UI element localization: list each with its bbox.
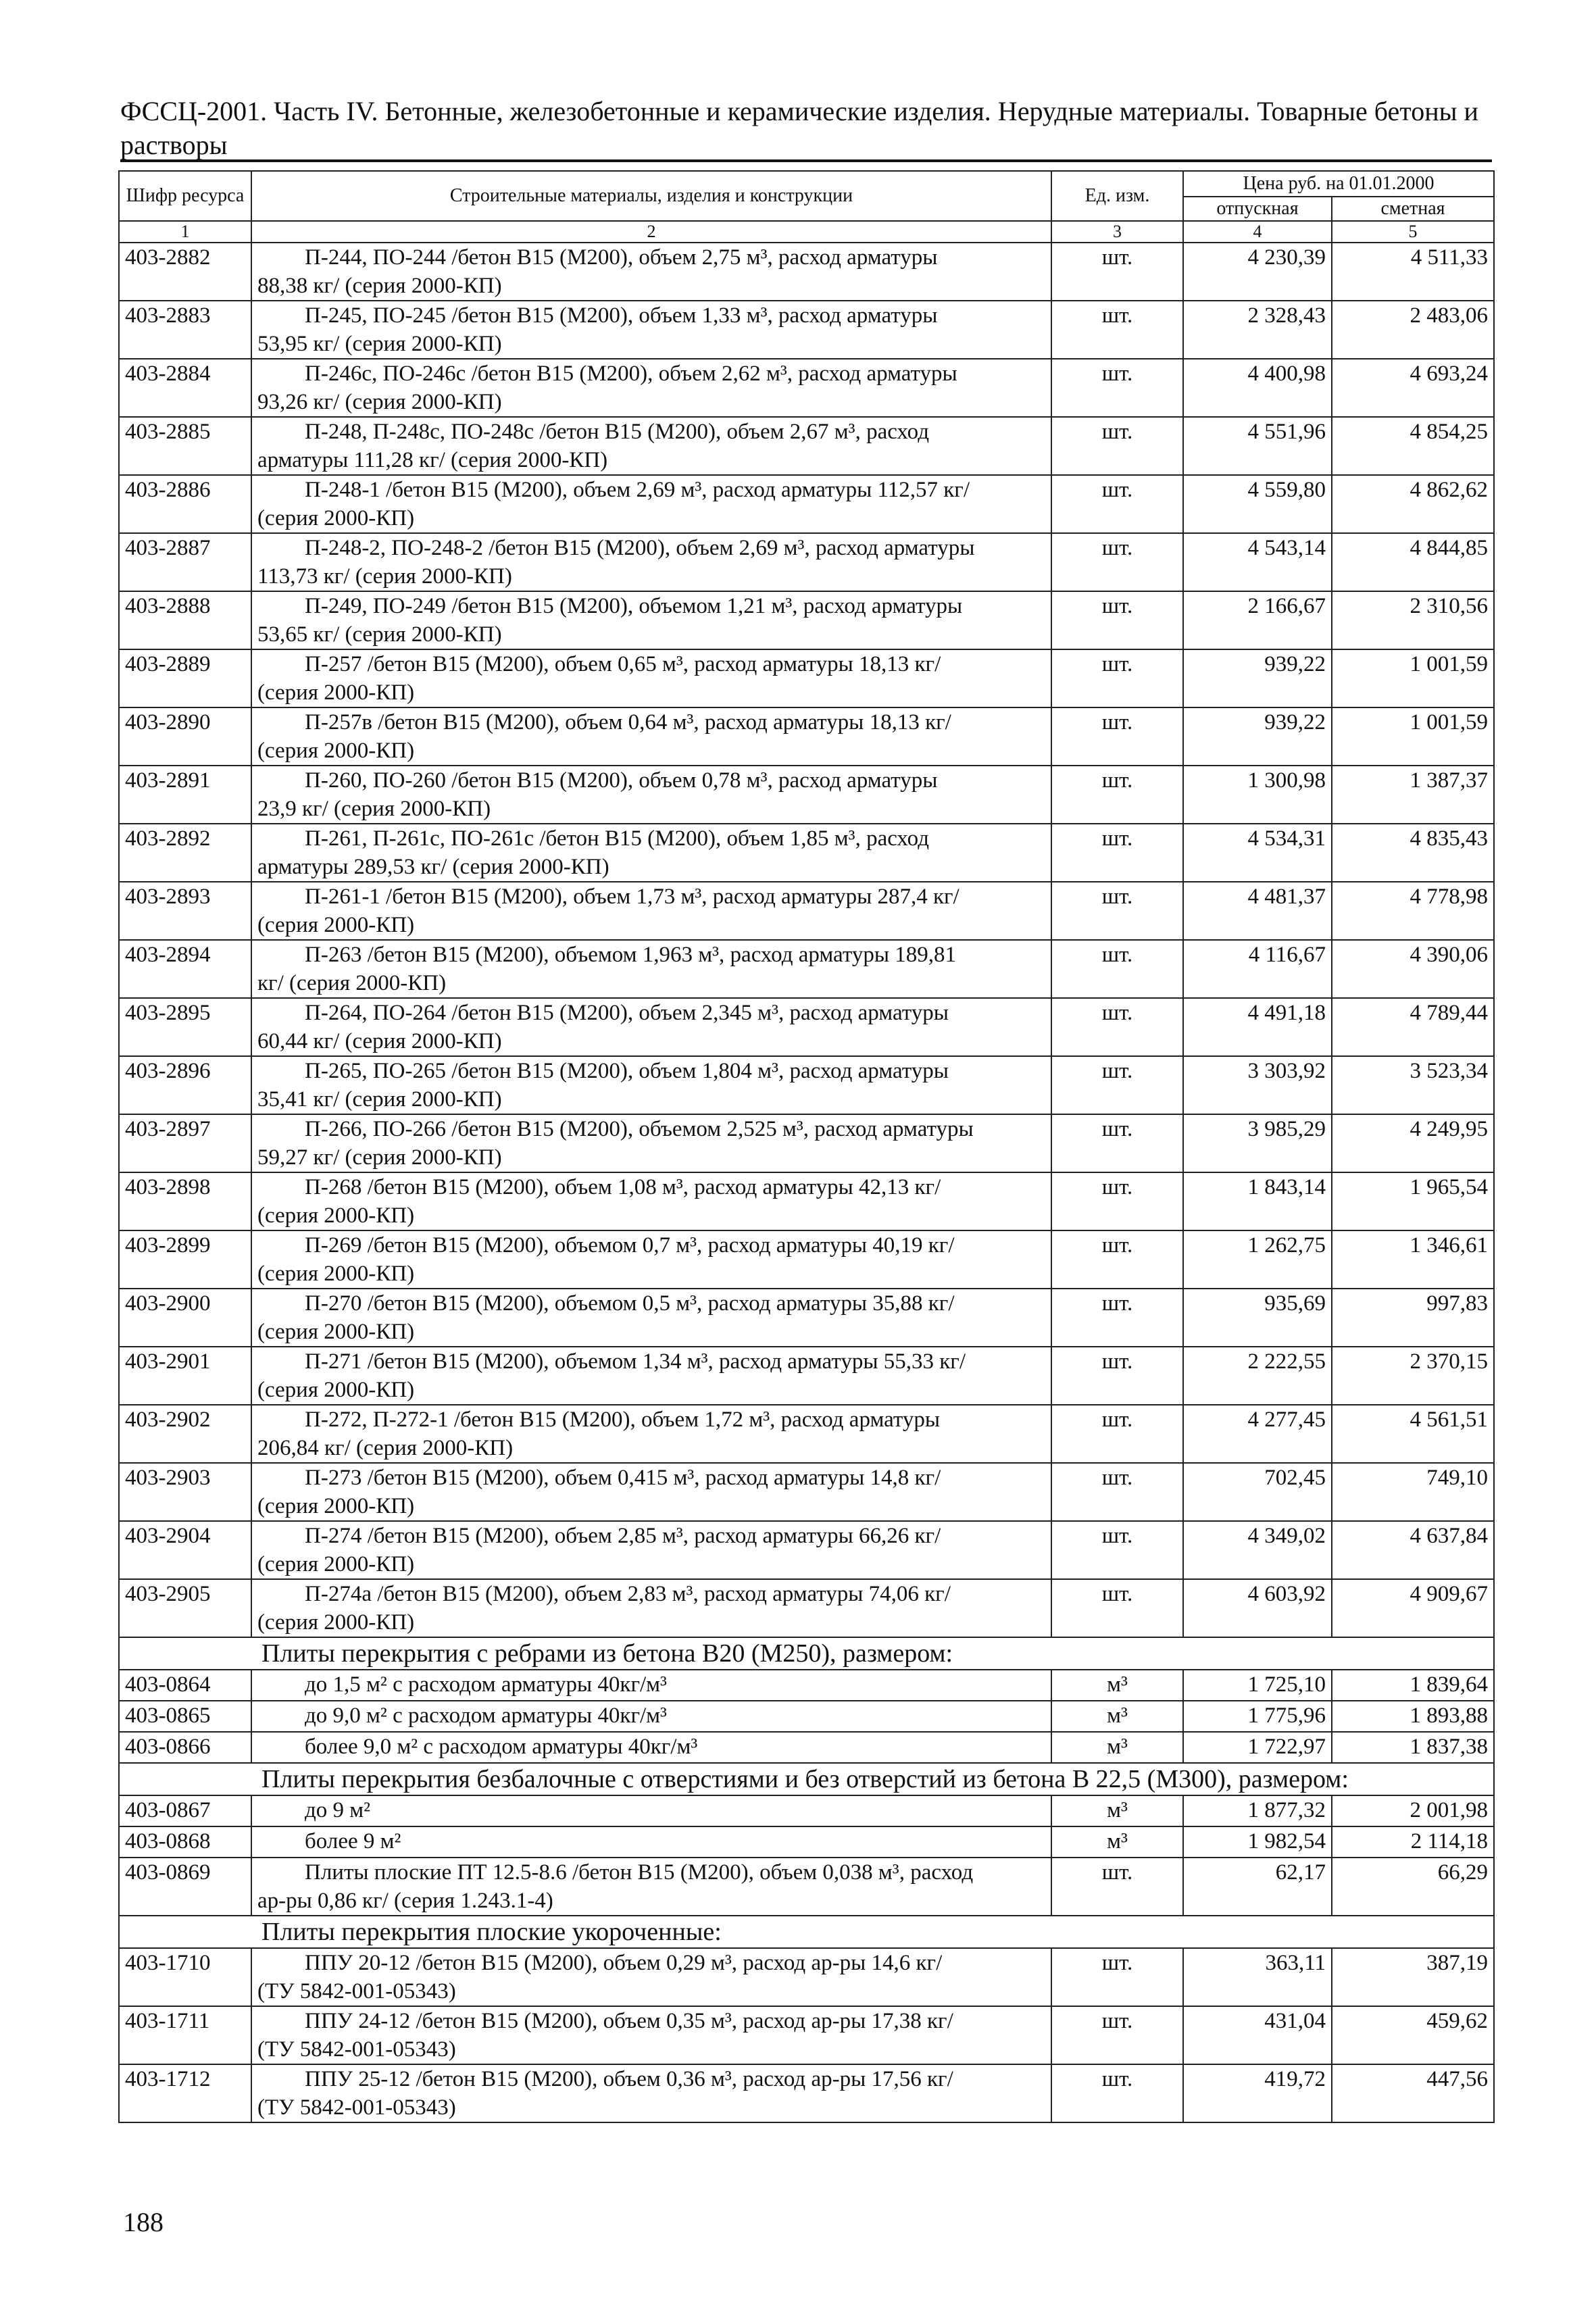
description-line-1: ППУ 25-12 /бетон В15 (М200), объем 0,36 м³, расход ар-ры 17,56 кг/ — [305, 2067, 953, 2091]
description-line-1: П-260, ПО-260 /бетон В15 (М200), объем 0,78 м³, расход арматуры — [305, 768, 938, 793]
table-row — [119, 1521, 1494, 1579]
description-line-1: более 9,0 м² с расходом арматуры 40кг/м³ — [305, 1735, 698, 1759]
description-line-2: (серия 2000-КП) — [257, 1494, 415, 1518]
release-price: 3 985,29 — [1183, 1114, 1332, 1172]
resource-code: 403-2905 — [119, 1579, 251, 1637]
estimate-price: 4 909,67 — [1332, 1579, 1494, 1637]
col-number: 2 — [251, 221, 1051, 243]
estimate-price: 1 837,38 — [1332, 1732, 1494, 1763]
item-description — [251, 1670, 1051, 1701]
description-line-1: П-263 /бетон В15 (М200), объемом 1,963 м³, расход арматуры 189,81 — [305, 943, 957, 967]
table-row — [119, 417, 1494, 475]
description-line-1: Плиты плоские ПТ 12.5-8.6 /бетон В15 (М200), объем 0,038 м³, расход — [305, 1860, 974, 1885]
table-row — [119, 1289, 1494, 1347]
release-price: 1 262,75 — [1183, 1230, 1332, 1289]
release-price: 3 303,92 — [1183, 1056, 1332, 1114]
description-line-1: более 9 м² — [305, 1829, 401, 1853]
unit-of-measure: шт. — [1051, 359, 1183, 417]
description-line-2: 206,84 кг/ (серия 2000-КП) — [257, 1436, 514, 1460]
resource-code: 403-0867 — [119, 1795, 251, 1826]
unit-of-measure: шт. — [1051, 591, 1183, 649]
col-header-code: Шифр ресурса — [119, 171, 251, 221]
description-line-2: (серия 2000-КП) — [257, 506, 415, 530]
table-row — [119, 2064, 1494, 2122]
resource-code: 403-2894 — [119, 940, 251, 998]
description-line-2: (серия 2000-КП) — [257, 1203, 415, 1228]
release-price: 4 534,31 — [1183, 824, 1332, 882]
table-row — [119, 301, 1494, 359]
estimate-price: 2 370,15 — [1332, 1347, 1494, 1405]
resource-code: 403-2901 — [119, 1347, 251, 1405]
release-price: 1 877,32 — [1183, 1795, 1332, 1826]
item-description — [251, 1405, 1051, 1463]
description-line-2: (серия 2000-КП) — [257, 1610, 415, 1635]
unit-of-measure: м³ — [1051, 1670, 1183, 1701]
table-row — [119, 998, 1494, 1056]
description-line-1: П-261-1 /бетон В15 (М200), объем 1,73 м³, расход арматуры 287,4 кг/ — [305, 885, 959, 909]
description-line-1: П-261, П-261с, ПО-261с /бетон В15 (М200), объем 1,85 м³, расход — [305, 826, 930, 851]
description-line-1: П-270 /бетон В15 (М200), объемом 0,5 м³, расход арматуры 35,88 кг/ — [305, 1291, 955, 1316]
resource-code: 403-2886 — [119, 475, 251, 533]
description-line-1: П-246с, ПО-246с /бетон В15 (М200), объем 2,62 м³, расход арматуры — [305, 362, 957, 386]
release-price: 1 300,98 — [1183, 766, 1332, 824]
item-description — [251, 2006, 1051, 2064]
unit-of-measure: шт. — [1051, 243, 1183, 301]
description-line-2: (серия 2000-КП) — [257, 1320, 415, 1344]
resource-code: 403-0865 — [119, 1701, 251, 1732]
resource-code: 403-2888 — [119, 591, 251, 649]
unit-of-measure: м³ — [1051, 1732, 1183, 1763]
table-row — [119, 707, 1494, 766]
resource-code: 403-2890 — [119, 707, 251, 766]
unit-of-measure: шт. — [1051, 824, 1183, 882]
unit-of-measure: шт. — [1051, 1405, 1183, 1463]
release-price: 62,17 — [1183, 1858, 1332, 1916]
release-price: 4 559,80 — [1183, 475, 1332, 533]
estimate-price: 4 789,44 — [1332, 998, 1494, 1056]
col-header-description: Строительные материалы, изделия и конструкции — [251, 171, 1051, 221]
estimate-price: 2 001,98 — [1332, 1795, 1494, 1826]
unit-of-measure: шт. — [1051, 1521, 1183, 1579]
estimate-price: 3 523,34 — [1332, 1056, 1494, 1114]
item-description — [251, 1521, 1051, 1579]
release-price: 363,11 — [1183, 1948, 1332, 2006]
table-row — [119, 1858, 1494, 1916]
unit-of-measure: шт. — [1051, 1347, 1183, 1405]
release-price: 939,22 — [1183, 649, 1332, 707]
release-price: 1 843,14 — [1183, 1172, 1332, 1230]
release-price: 1 725,10 — [1183, 1670, 1332, 1701]
item-description — [251, 1347, 1051, 1405]
release-price: 431,04 — [1183, 2006, 1332, 2064]
description-line-1: П-257в /бетон В15 (М200), объем 0,64 м³, расход арматуры 18,13 кг/ — [305, 710, 951, 735]
table-row — [119, 882, 1494, 940]
section-heading-row — [119, 1916, 1494, 1948]
description-line-2: 53,95 кг/ (серия 2000-КП) — [257, 332, 502, 356]
item-description — [251, 1114, 1051, 1172]
item-description — [251, 766, 1051, 824]
estimate-price: 1 001,59 — [1332, 649, 1494, 707]
estimate-price: 4 844,85 — [1332, 533, 1494, 591]
estimate-price: 1 001,59 — [1332, 707, 1494, 766]
item-description — [251, 417, 1051, 475]
col-header-release-price: отпускная — [1183, 197, 1332, 221]
estimate-price: 4 835,43 — [1332, 824, 1494, 882]
resource-code: 403-2895 — [119, 998, 251, 1056]
unit-of-measure: шт. — [1051, 1056, 1183, 1114]
release-price: 1 722,97 — [1183, 1732, 1332, 1763]
description-line-1: П-257 /бетон В15 (М200), объем 0,65 м³, расход арматуры 18,13 кг/ — [305, 652, 941, 676]
col-number: 3 — [1051, 221, 1183, 243]
item-description — [251, 1826, 1051, 1858]
item-description — [251, 1172, 1051, 1230]
resource-code: 403-2898 — [119, 1172, 251, 1230]
unit-of-measure: шт. — [1051, 998, 1183, 1056]
description-line-2: арматуры 111,28 кг/ (серия 2000-КП) — [257, 448, 608, 472]
estimate-price: 1 893,88 — [1332, 1701, 1494, 1732]
release-price: 1 982,54 — [1183, 1826, 1332, 1858]
description-line-2: 60,44 кг/ (серия 2000-КП) — [257, 1029, 502, 1053]
release-price: 1 775,96 — [1183, 1701, 1332, 1732]
estimate-price: 1 839,64 — [1332, 1670, 1494, 1701]
release-price: 2 222,55 — [1183, 1347, 1332, 1405]
unit-of-measure: шт. — [1051, 1289, 1183, 1347]
description-line-2: (серия 2000-КП) — [257, 680, 415, 705]
section-heading-row — [119, 1763, 1494, 1795]
table-row — [119, 1732, 1494, 1763]
description-line-1: П-248-2, ПО-248-2 /бетон В15 (М200), объем 2,69 м³, расход арматуры — [305, 536, 975, 560]
description-line-1: П-265, ПО-265 /бетон В15 (М200), объем 1,804 м³, расход арматуры — [305, 1059, 949, 1083]
release-price: 4 230,39 — [1183, 243, 1332, 301]
description-line-2: (серия 2000-КП) — [257, 1552, 415, 1576]
description-line-2: 113,73 кг/ (серия 2000-КП) — [257, 564, 512, 589]
estimate-price: 4 249,95 — [1332, 1114, 1494, 1172]
description-line-2: (серия 2000-КП) — [257, 1262, 415, 1286]
page-header: ФССЦ-2001. Часть IV. Бетонные, железобетонные и керамические изделия. Нерудные материалы. Товарные бетоны и растворы — [120, 96, 1478, 160]
release-price: 935,69 — [1183, 1289, 1332, 1347]
estimate-price: 1 965,54 — [1332, 1172, 1494, 1230]
unit-of-measure: шт. — [1051, 417, 1183, 475]
resource-code: 403-0866 — [119, 1732, 251, 1763]
resource-code: 403-2902 — [119, 1405, 251, 1463]
item-description — [251, 1056, 1051, 1114]
item-description — [251, 1948, 1051, 2006]
item-description — [251, 591, 1051, 649]
estimate-price: 4 778,98 — [1332, 882, 1494, 940]
estimate-price: 4 854,25 — [1332, 417, 1494, 475]
description-line-2: (серия 2000-КП) — [257, 739, 415, 763]
col-number: 5 — [1332, 221, 1494, 243]
estimate-price: 4 561,51 — [1332, 1405, 1494, 1463]
table-row — [119, 1056, 1494, 1114]
release-price: 4 349,02 — [1183, 1521, 1332, 1579]
unit-of-measure: м³ — [1051, 1826, 1183, 1858]
estimate-price: 447,56 — [1332, 2064, 1494, 2122]
resource-code: 403-0869 — [119, 1858, 251, 1916]
estimate-price: 1 387,37 — [1332, 766, 1494, 824]
item-description — [251, 1230, 1051, 1289]
resource-code: 403-0868 — [119, 1826, 251, 1858]
estimate-price: 1 346,61 — [1332, 1230, 1494, 1289]
release-price: 4 551,96 — [1183, 417, 1332, 475]
description-line-1: до 9 м² — [305, 1798, 371, 1822]
unit-of-measure: шт. — [1051, 1172, 1183, 1230]
description-line-1: П-264, ПО-264 /бетон В15 (М200), объем 2,345 м³, расход арматуры — [305, 1001, 949, 1025]
release-price: 2 328,43 — [1183, 301, 1332, 359]
release-price: 4 603,92 — [1183, 1579, 1332, 1637]
description-line-2: кг/ (серия 2000-КП) — [257, 971, 447, 995]
estimate-price: 387,19 — [1332, 1948, 1494, 2006]
table-row — [119, 1347, 1494, 1405]
table-row — [119, 1463, 1494, 1521]
resource-code: 403-1712 — [119, 2064, 251, 2122]
description-line-2: (серия 2000-КП) — [257, 913, 415, 937]
item-description — [251, 940, 1051, 998]
description-line-2: арматуры 289,53 кг/ (серия 2000-КП) — [257, 855, 609, 879]
col-header-estimate-price: сметная — [1332, 197, 1494, 221]
price-table-body — [119, 243, 1494, 2122]
estimate-price: 4 390,06 — [1332, 940, 1494, 998]
description-line-1: до 9,0 м² с расходом арматуры 40кг/м³ — [305, 1703, 667, 1728]
description-line-1: П-274а /бетон В15 (М200), объем 2,83 м³, расход арматуры 74,06 кг/ — [305, 1582, 951, 1606]
unit-of-measure: шт. — [1051, 2006, 1183, 2064]
unit-of-measure: шт. — [1051, 1463, 1183, 1521]
release-price: 4 481,37 — [1183, 882, 1332, 940]
estimate-price: 749,10 — [1332, 1463, 1494, 1521]
table-row — [119, 1405, 1494, 1463]
unit-of-measure: шт. — [1051, 475, 1183, 533]
resource-code: 403-2896 — [119, 1056, 251, 1114]
table-row — [119, 766, 1494, 824]
item-description — [251, 707, 1051, 766]
estimate-price: 459,62 — [1332, 2006, 1494, 2064]
unit-of-measure: шт. — [1051, 766, 1183, 824]
price-table — [118, 170, 1495, 2123]
table-row — [119, 2006, 1494, 2064]
unit-of-measure: шт. — [1051, 1230, 1183, 1289]
item-description — [251, 359, 1051, 417]
item-description — [251, 1858, 1051, 1916]
section-heading: Плиты перекрытия с ребрами из бетона В20 (М250), размером: — [119, 1637, 1494, 1670]
resource-code: 403-0864 — [119, 1670, 251, 1701]
resource-code: 403-2885 — [119, 417, 251, 475]
table-row — [119, 1795, 1494, 1826]
table-row — [119, 591, 1494, 649]
description-line-1: П-273 /бетон В15 (М200), объем 0,415 м³, расход арматуры 14,8 кг/ — [305, 1466, 941, 1490]
description-line-2: 93,26 кг/ (серия 2000-КП) — [257, 390, 502, 414]
table-row — [119, 1114, 1494, 1172]
table-row — [119, 1701, 1494, 1732]
release-price: 4 543,14 — [1183, 533, 1332, 591]
resource-code: 403-2887 — [119, 533, 251, 591]
description-line-1: П-248-1 /бетон В15 (М200), объем 2,69 м³, расход арматуры 112,57 кг/ — [305, 478, 970, 502]
table-row — [119, 940, 1494, 998]
resource-code: 403-2889 — [119, 649, 251, 707]
description-line-1: П-249, ПО-249 /бетон В15 (М200), объемом 1,21 м³, расход арматуры — [305, 594, 963, 618]
table-row — [119, 1948, 1494, 2006]
resource-code: 403-2897 — [119, 1114, 251, 1172]
unit-of-measure: шт. — [1051, 649, 1183, 707]
description-line-2: 59,27 кг/ (серия 2000-КП) — [257, 1145, 502, 1170]
unit-of-measure: шт. — [1051, 301, 1183, 359]
unit-of-measure: шт. — [1051, 1114, 1183, 1172]
release-price: 4 277,45 — [1183, 1405, 1332, 1463]
col-number: 1 — [119, 221, 251, 243]
resource-code: 403-2891 — [119, 766, 251, 824]
col-header-unit: Ед. изм. — [1051, 171, 1183, 221]
resource-code: 403-2904 — [119, 1521, 251, 1579]
estimate-price: 4 511,33 — [1332, 243, 1494, 301]
description-line-2: 53,65 кг/ (серия 2000-КП) — [257, 622, 502, 647]
description-line-2: 35,41 кг/ (серия 2000-КП) — [257, 1087, 502, 1112]
estimate-price: 66,29 — [1332, 1858, 1494, 1916]
table-row — [119, 649, 1494, 707]
unit-of-measure: м³ — [1051, 1795, 1183, 1826]
estimate-price: 2 114,18 — [1332, 1826, 1494, 1858]
unit-of-measure: шт. — [1051, 2064, 1183, 2122]
table-row — [119, 475, 1494, 533]
estimate-price: 4 862,62 — [1332, 475, 1494, 533]
resource-code: 403-2883 — [119, 301, 251, 359]
estimate-price: 2 483,06 — [1332, 301, 1494, 359]
release-price: 2 166,67 — [1183, 591, 1332, 649]
description-line-1: П-271 /бетон В15 (М200), объемом 1,34 м³, расход арматуры 55,33 кг/ — [305, 1349, 966, 1374]
unit-of-measure: шт. — [1051, 1579, 1183, 1637]
estimate-price: 4 693,24 — [1332, 359, 1494, 417]
resource-code: 403-2903 — [119, 1463, 251, 1521]
description-line-1: П-248, П-248с, ПО-248с /бетон В15 (М200), объем 2,67 м³, расход — [305, 420, 930, 444]
description-line-1: П-269 /бетон В15 (М200), объемом 0,7 м³, расход арматуры 40,19 кг/ — [305, 1233, 955, 1258]
table-row — [119, 1230, 1494, 1289]
description-line-2: (серия 2000-КП) — [257, 1378, 415, 1402]
table-row — [119, 1579, 1494, 1637]
description-line-2: ар-ры 0,86 кг/ (серия 1.243.1-4) — [257, 1889, 553, 1913]
item-description — [251, 882, 1051, 940]
release-price: 702,45 — [1183, 1463, 1332, 1521]
estimate-price: 997,83 — [1332, 1289, 1494, 1347]
resource-code: 403-1711 — [119, 2006, 251, 2064]
description-line-2: 88,38 кг/ (серия 2000-КП) — [257, 274, 502, 298]
section-heading: Плиты перекрытия безбалочные с отверстиями и без отверстий из бетона В 22,5 (М300), размером: — [119, 1763, 1494, 1795]
item-description — [251, 301, 1051, 359]
item-description — [251, 243, 1051, 301]
release-price: 4 116,67 — [1183, 940, 1332, 998]
resource-code: 403-1710 — [119, 1948, 251, 2006]
release-price: 939,22 — [1183, 707, 1332, 766]
table-row — [119, 1172, 1494, 1230]
description-line-1: П-266, ПО-266 /бетон В15 (М200), объемом 2,525 м³, расход арматуры — [305, 1117, 974, 1141]
description-line-2: 23,9 кг/ (серия 2000-КП) — [257, 797, 491, 821]
resource-code: 403-2884 — [119, 359, 251, 417]
item-description — [251, 649, 1051, 707]
description-line-1: до 1,5 м² с расходом арматуры 40кг/м³ — [305, 1672, 667, 1697]
description-line-2: (ТУ 5842-001-05343) — [257, 2037, 456, 2062]
description-line-1: П-272, П-272-1 /бетон В15 (М200), объем 1,72 м³, расход арматуры — [305, 1408, 941, 1432]
section-heading: Плиты перекрытия плоские укороченные: — [119, 1916, 1494, 1948]
header-rule — [120, 159, 1492, 162]
resource-code: 403-2882 — [119, 243, 251, 301]
item-description — [251, 1701, 1051, 1732]
table-row — [119, 824, 1494, 882]
item-description — [251, 475, 1051, 533]
item-description — [251, 824, 1051, 882]
estimate-price: 2 310,56 — [1332, 591, 1494, 649]
col-number: 4 — [1183, 221, 1332, 243]
resource-code: 403-2900 — [119, 1289, 251, 1347]
description-line-1: П-244, ПО-244 /бетон В15 (М200), объем 2,75 м³, расход арматуры — [305, 245, 938, 270]
item-description — [251, 1289, 1051, 1347]
col-header-price: Цена руб. на 01.01.2000 — [1183, 171, 1494, 197]
item-description — [251, 533, 1051, 591]
resource-code: 403-2899 — [119, 1230, 251, 1289]
table-row — [119, 1826, 1494, 1858]
section-heading-row — [119, 1637, 1494, 1670]
description-line-1: ППУ 24-12 /бетон В15 (М200), объем 0,35 м³, расход ар-ры 17,38 кг/ — [305, 2009, 953, 2033]
item-description — [251, 2064, 1051, 2122]
item-description — [251, 1579, 1051, 1637]
unit-of-measure: шт. — [1051, 940, 1183, 998]
description-line-2: (ТУ 5842-001-05343) — [257, 2095, 456, 2120]
description-line-1: П-274 /бетон В15 (М200), объем 2,85 м³, расход арматуры 66,26 кг/ — [305, 1524, 941, 1548]
release-price: 419,72 — [1183, 2064, 1332, 2122]
description-line-1: ППУ 20-12 /бетон В15 (М200), объем 0,29 м³, расход ар-ры 14,6 кг/ — [305, 1951, 943, 1975]
unit-of-measure: шт. — [1051, 882, 1183, 940]
item-description — [251, 1795, 1051, 1826]
item-description — [251, 1463, 1051, 1521]
description-line-2: (ТУ 5842-001-05343) — [257, 1979, 456, 2003]
description-line-1: П-245, ПО-245 /бетон В15 (М200), объем 1,33 м³, расход арматуры — [305, 303, 938, 328]
page-number: 188 — [123, 2207, 164, 2237]
unit-of-measure: шт. — [1051, 533, 1183, 591]
item-description — [251, 998, 1051, 1056]
release-price: 4 491,18 — [1183, 998, 1332, 1056]
table-row — [119, 1670, 1494, 1701]
description-line-1: П-268 /бетон В15 (М200), объем 1,08 м³, расход арматуры 42,13 кг/ — [305, 1175, 941, 1199]
item-description — [251, 1732, 1051, 1763]
unit-of-measure: шт. — [1051, 707, 1183, 766]
unit-of-measure: шт. — [1051, 1858, 1183, 1916]
table-row — [119, 243, 1494, 301]
resource-code: 403-2893 — [119, 882, 251, 940]
resource-code: 403-2892 — [119, 824, 251, 882]
release-price: 4 400,98 — [1183, 359, 1332, 417]
unit-of-measure: шт. — [1051, 1948, 1183, 2006]
table-row — [119, 359, 1494, 417]
unit-of-measure: м³ — [1051, 1701, 1183, 1732]
estimate-price: 4 637,84 — [1332, 1521, 1494, 1579]
table-row — [119, 533, 1494, 591]
